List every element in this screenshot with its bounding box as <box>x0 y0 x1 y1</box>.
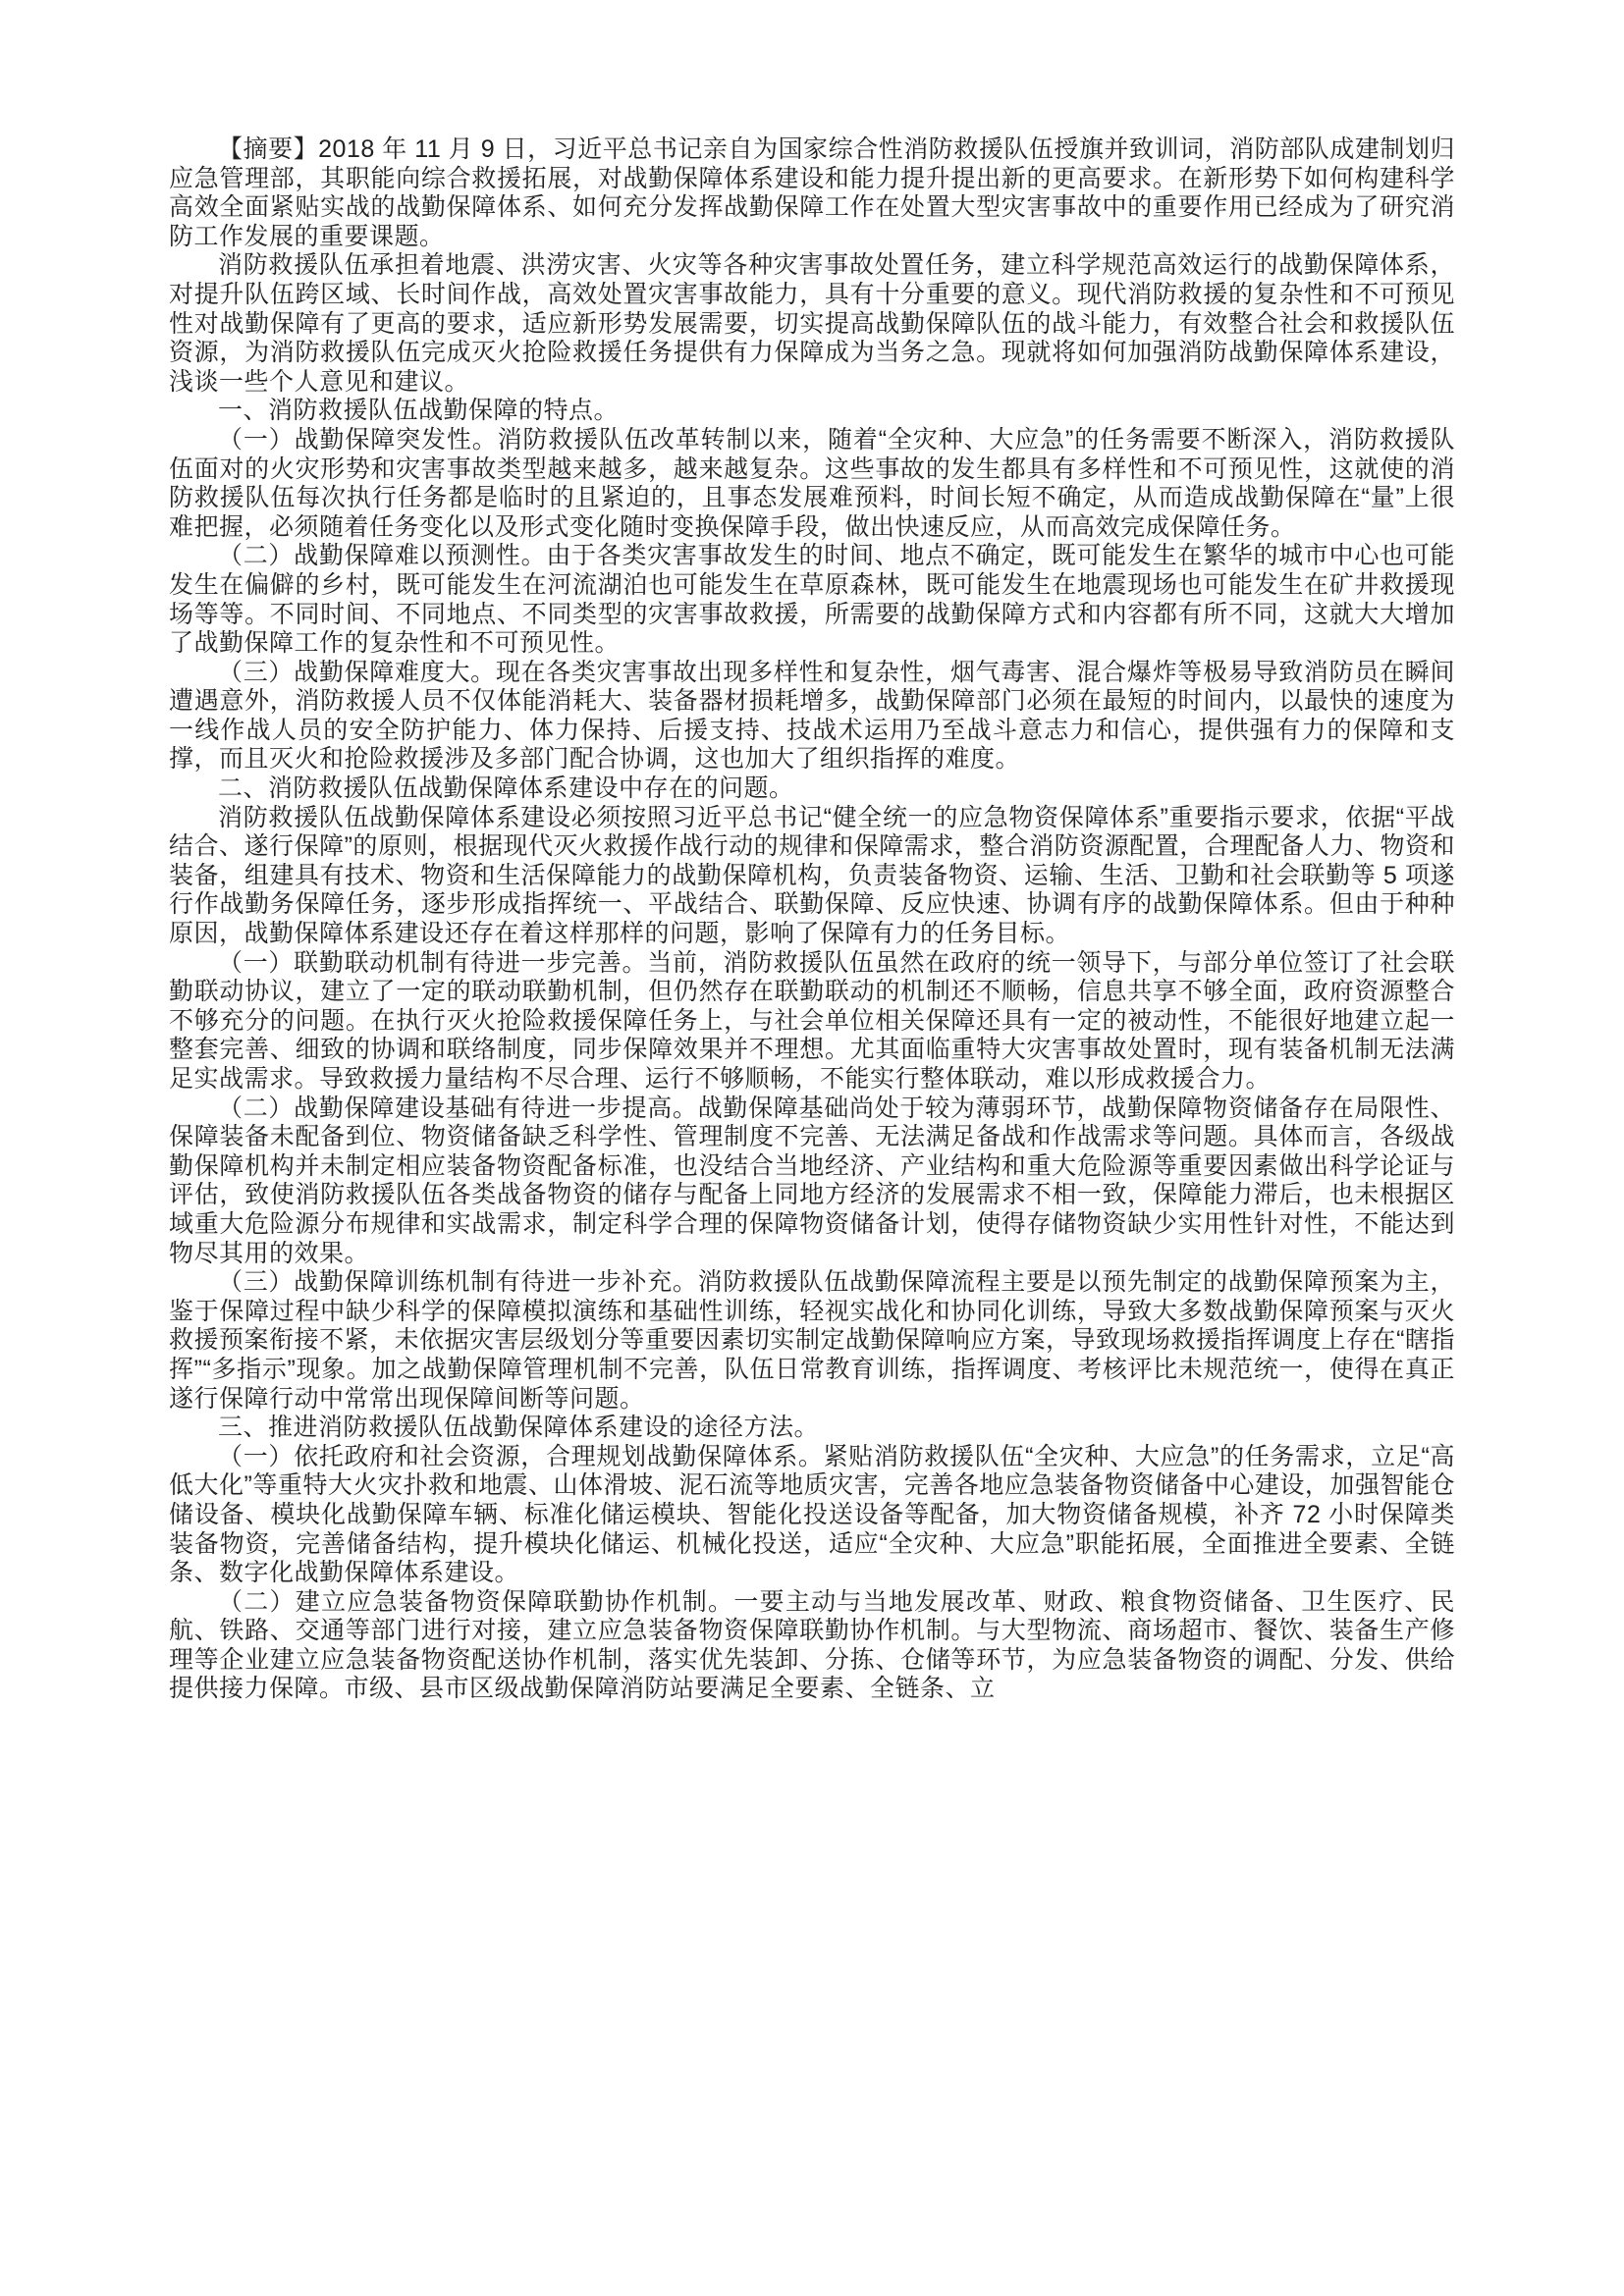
paragraph-1-2: （二）战勤保障难以预测性。由于各类灾害事故发生的时间、地点不确定，既可能发生在繁华的城市中心也可能发生在偏僻的乡村，既可能发生在河流湖泊也可能发生在草原森林，既可能发生在地震现场也可能发生在矿井救援现场等等。不同时间、不同地点、不同类型的灾害事故救援，所需要的战勤保障方式和内容都有所不同，这就大大增加了战勤保障工作的复杂性和不可预见性。 <box>169 542 1455 658</box>
heading-section-2: 二、消防救援队伍战勤保障体系建设中存在的问题。 <box>218 774 794 803</box>
paragraph-abstract: 【摘要】2018 年 11 月 9 日，习近平总书记亲自为国家综合性消防救援队伍授旗并致训词，消防部队成建制划归应急管理部，其职能向综合救援拓展，对战勤保障体系建设和能力提升提出新的更高要求。在新形势下如何构建科学高效全面紧贴实战的战勤保障体系、如何充分发挥战勤保障工作在处置大型灾害事故中的重要作用已经成为了研究消防工作发展的重要课题。 <box>169 135 1455 250</box>
paragraph-2-intro: 消防救援队伍战勤保障体系建设必须按照习近平总书记“健全统一的应急物资保障体系”重要指示要求，依据“平战结合、遂行保障”的原则，根据现代灭火救援作战行动的规律和保障需求，整合消防资源配置，合理配备人力、物资和装备，组建具有技术、物资和生活保障能力的战勤保障机构，负责装备物资、运输、生活、卫勤和社会联勤等 5 项遂行作战勤务保障任务，逐步形成指挥统一、平战结合、联勤保障、反应快速、协调有序的战勤保障体系。但由于种种原因，战勤保障体系建设还存在着这样那样的问题，影响了保障有力的任务目标。 <box>169 803 1455 948</box>
paragraph-2-3: （三）战勤保障训练机制有待进一步补充。消防救援队伍战勤保障流程主要是以预先制定的战勤保障预案为主，鉴于保障过程中缺少科学的保障模拟演练和基础性训练，轻视实战化和协同化训练，导致大多数战勤保障预案与灭火救援预案衔接不紧，未依据灾害层级划分等重要因素切实制定战勤保障响应方案，导致现场救援指挥调度上存在“瞎指挥”“多指示”现象。加之战勤保障管理机制不完善，队伍日常教育训练，指挥调度、考核评比未规范统一，使得在真正遂行保障行动中常常出现保障间断等问题。 <box>169 1268 1455 1413</box>
paragraph-2-1: （一）联勤联动机制有待进一步完善。当前，消防救援队伍虽然在政府的统一领导下，与部分单位签订了社会联勤联动协议，建立了一定的联动联勤机制，但仍然存在联勤联动的机制还不顺畅，信息共享不够全面，政府资源整合不够充分的问题。在执行灭火抢险救援保障任务上，与社会单位相关保障还具有一定的被动性，不能很好地建立起一整套完善、细致的协调和联络制度，同步保障效果并不理想。尤其面临重特大灾害事故处置时，现有装备机制无法满足实战需求。导致救援力量结构不尽合理、运行不够顺畅，不能实行整体联动，难以形成救援合力。 <box>169 948 1455 1093</box>
document-body <box>169 135 1455 1704</box>
heading-section-3: 三、推进消防救援队伍战勤保障体系建设的途径方法。 <box>218 1414 820 1442</box>
paragraph-3-1: （一）依托政府和社会资源，合理规划战勤保障体系。紧贴消防救援队伍“全灾种、大应急”的任务需求，立足“高低大化”等重特大火灾扑救和地震、山体滑坡、泥石流等地质灾害，完善各地应急装备物资储备中心建设，加强智能仓储设备、模块化战勤保障车辆、标准化储运模块、智能化投送设备等配备，加大物资储备规模，补齐 72 小时保障类装备物资，完善储备结构，提升模块化储运、机械化投送，适应“全灾种、大应急”职能拓展，全面推进全要素、全链条、数字化战勤保障体系建设。 <box>169 1442 1455 1587</box>
paragraph-intro: 消防救援队伍承担着地震、洪涝灾害、火灾等各种灾害事故处置任务，建立科学规范高效运行的战勤保障体系，对提升队伍跨区域、长时间作战，高效处置灾害事故能力，具有十分重要的意义。现代消防救援的复杂性和不可预见性对战勤保障有了更高的要求，适应新形势发展需要，切实提高战勤保障队伍的战斗能力，有效整合社会和救援队伍资源，为消防救援队伍完成灭火抢险救援任务提供有力保障成为当务之急。现就将如何加强消防战勤保障体系建设，浅谈一些个人意见和建议。 <box>169 251 1455 396</box>
paragraph-1-3: （三）战勤保障难度大。现在各类灾害事故出现多样性和复杂性，烟气毒害、混合爆炸等极易导致消防员在瞬间遭遇意外，消防救援人员不仅体能消耗大、装备器材损耗增多，战勤保障部门必须在最短的时间内，以最快的速度为一线作战人员的安全防护能力、体力保持、后援支持、技战术运用乃至战斗意志力和信心，提供强有力的保障和支撑，而且灭火和抢险救援涉及多部门配合协调，这也加大了组织指挥的难度。 <box>169 658 1455 774</box>
paragraph-3-2: （二）建立应急装备物资保障联勤协作机制。一要主动与当地发展改革、财政、粮食物资储备、卫生医疗、民航、铁路、交通等部门进行对接，建立应急装备物资保障联勤协作机制。与大型物流、商场超市、餐饮、装备生产修理等企业建立应急装备物资配送协作机制，落实优先装卸、分拣、仓储等环节，为应急装备物资的调配、分发、供给提供接力保障。市级、县市区级战勤保障消防站要满足全要素、全链条、立 <box>169 1587 1455 1703</box>
heading-section-1: 一、消防救援队伍战勤保障的特点。 <box>218 397 620 425</box>
paragraph-1-1: （一）战勤保障突发性。消防救援队伍改革转制以来，随着“全灾种、大应急”的任务需要不断深入，消防救援队伍面对的火灾形势和灾害事故类型越来越多，越来越复杂。这些事故的发生都具有多样性和不可预见性，这就使的消防救援队伍每次执行任务都是临时的且紧迫的，且事态发展难预料，时间长短不确定，从而造成战勤保障在“量”上很难把握，必须随着任务变化以及形式变化随时变换保障手段，做出快速反应，从而高效完成保障任务。 <box>169 425 1455 541</box>
paragraph-2-2: （二）战勤保障建设基础有待进一步提高。战勤保障基础尚处于较为薄弱环节，战勤保障物资储备存在局限性、保障装备未配备到位、物资储备缺乏科学性、管理制度不完善、无法满足备战和作战需求等问题。具体而言，各级战勤保障机构并未制定相应装备物资配备标准，也没结合当地经济、产业结构和重大危险源等重要因素做出科学论证与评估，致使消防救援队伍各类战备物资的储存与配备上同地方经济的发展需求不相一致，保障能力滞后，也未根据区域重大危险源分布规律和实战需求，制定科学合理的保障物资储备计划，使得存储物资缺少实用性针对性，不能达到物尽其用的效果。 <box>169 1094 1455 1267</box>
